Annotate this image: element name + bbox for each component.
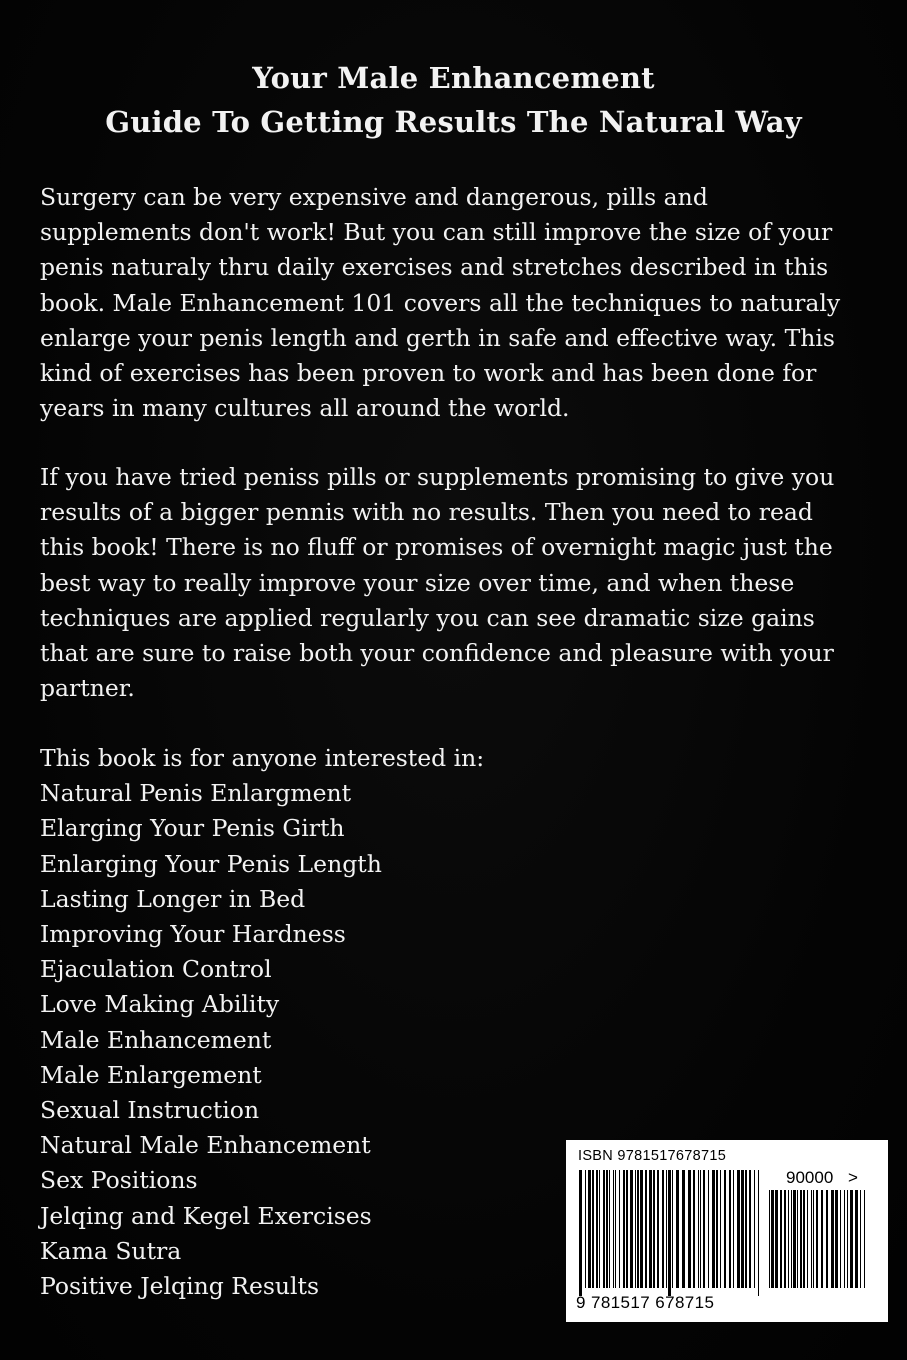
text-line: techniques are applied regularly you can see dramatic size gains <box>40 603 815 632</box>
list-item: Jelqing and Kegel Exercises <box>40 1201 372 1230</box>
title-line-2: Guide To Getting Results The Natural Way <box>105 105 802 139</box>
list-item: Improving Your Hardness <box>40 920 346 949</box>
text-line: this book! There is no fluff or promises of overnight magic just the <box>40 533 833 562</box>
list-item: Natural Penis Enlargment <box>40 779 352 808</box>
text-line: supplements don't work! But you can still improve the size of your <box>40 218 833 247</box>
list-item: Positive Jelqing Results <box>40 1272 320 1301</box>
text-line: penis naturaly thru daily exercises and stretches described in this <box>40 253 829 282</box>
isbn-label: ISBN 9781517678715 <box>578 1148 727 1164</box>
list-item: Male Enlargement <box>40 1060 262 1089</box>
text-line: kind of exercises has been proven to work and has been done for <box>40 359 817 388</box>
interest-list <box>40 741 484 1304</box>
list-item: Enlarging Your Penis Length <box>40 849 382 878</box>
text-line: years in many cultures all around the world. <box>40 394 570 423</box>
text-line: results of a bigger pennis with no results. Then you need to read <box>40 498 813 527</box>
list-intro: This book is for anyone interested in: <box>40 744 485 772</box>
text-line: best way to really improve your size over time, and when these <box>40 568 795 597</box>
barcode-addon-bars-icon <box>769 1190 867 1296</box>
text-line: that are sure to raise both your confidence and pleasure with your <box>40 639 834 668</box>
list-item: Sexual Instruction <box>40 1096 260 1125</box>
description-paragraph-2 <box>40 460 880 706</box>
price-code-digits: 90000 <box>786 1168 834 1187</box>
list-item: Sex Positions <box>40 1166 198 1195</box>
price-marker: > <box>848 1168 858 1187</box>
text-line: book. Male Enhancement 101 covers all the techniques to naturaly <box>40 288 841 317</box>
price-code <box>786 1168 858 1188</box>
text-line: If you have tried peniss pills or supplements promising to give you <box>40 463 835 491</box>
title-line-1: Your Male Enhancement <box>252 61 655 95</box>
list-item: Elarging Your Penis Girth <box>40 814 345 843</box>
list-item: Love Making Ability <box>40 990 280 1019</box>
cover-title <box>0 56 907 144</box>
barcode-bars-icon <box>579 1170 759 1296</box>
text-line: enlarge your penis length and gerth in safe and effective way. This <box>40 323 835 352</box>
text-line: Surgery can be very expensive and dangerous, pills and <box>40 183 708 211</box>
list-item: Natural Male Enhancement <box>40 1131 371 1160</box>
isbn-barcode <box>566 1140 888 1322</box>
list-item: Male Enhancement <box>40 1025 272 1054</box>
list-item: Lasting Longer in Bed <box>40 884 306 913</box>
barcode-digits: 9 781517 678715 <box>576 1293 715 1312</box>
list-item: Kama Sutra <box>40 1236 182 1265</box>
text-line: partner. <box>40 674 135 703</box>
list-item: Ejaculation Control <box>40 955 272 984</box>
description-paragraph-1 <box>40 180 880 426</box>
